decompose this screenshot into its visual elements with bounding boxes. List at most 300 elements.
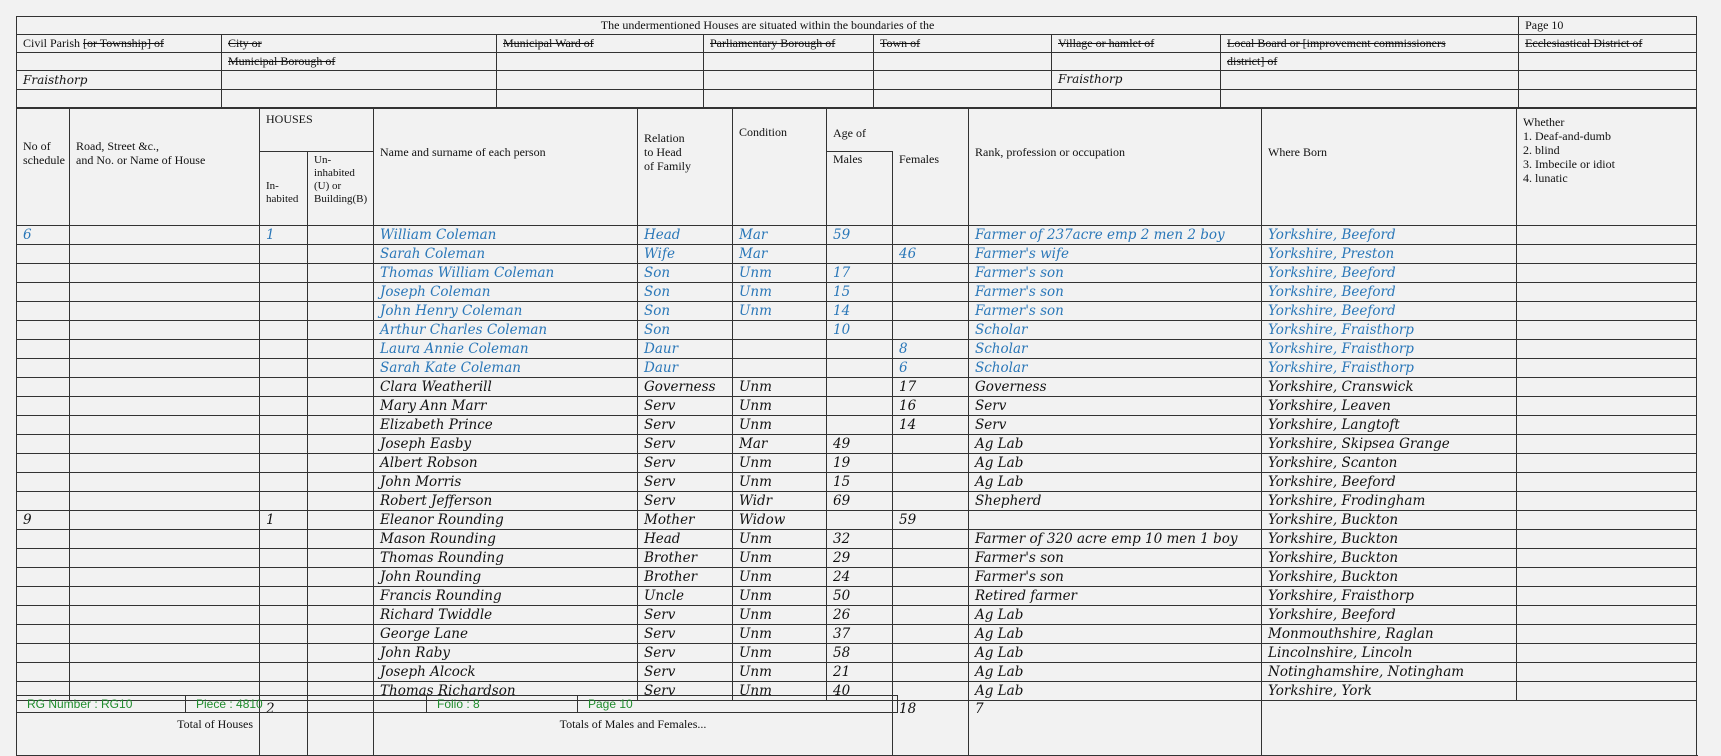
row-whether (1517, 663, 1697, 682)
row-females-age: 6 (893, 359, 969, 378)
row-occupation: Serv (969, 397, 1262, 416)
row-uninhabited (308, 568, 374, 587)
row-schedule (17, 625, 70, 644)
row-females-age (893, 473, 969, 492)
row-occupation: Farmer's son (969, 302, 1262, 321)
row-uninhabited (308, 644, 374, 663)
row-whether (1517, 606, 1697, 625)
page-number: Page 10 (578, 696, 898, 713)
row-name: George Lane (374, 625, 638, 644)
census-row (17, 530, 1697, 549)
row-males-age: 15 (827, 473, 893, 492)
row-occupation: Farmer of 237acre emp 2 men 2 boy (969, 226, 1262, 245)
row-females-age: 14 (893, 416, 969, 435)
row-relation: Serv (638, 606, 733, 625)
row-condition: Widr (733, 492, 827, 511)
row-name: John Rounding (374, 568, 638, 587)
row-name: Laura Annie Coleman (374, 340, 638, 359)
row-occupation: Ag Lab (969, 663, 1262, 682)
row-inhabited (260, 663, 308, 682)
row-condition: Unm (733, 587, 827, 606)
row-females-age (893, 302, 969, 321)
row-where-born: Yorkshire, Beeford (1262, 302, 1517, 321)
row-whether (1517, 644, 1697, 663)
row-uninhabited (308, 549, 374, 568)
row-females-age: 59 (893, 511, 969, 530)
row-condition: Unm (733, 606, 827, 625)
row-males-age (827, 378, 893, 397)
row-males-age: 32 (827, 530, 893, 549)
row-road (70, 663, 260, 682)
row-females-age (893, 606, 969, 625)
census-row (17, 644, 1697, 663)
row-condition (733, 359, 827, 378)
col-females-header: Females (893, 152, 969, 226)
census-row (17, 511, 1697, 530)
row-name: Thomas William Coleman (374, 264, 638, 283)
row-schedule (17, 530, 70, 549)
col-houses-header: HOUSES (260, 109, 374, 152)
row-occupation: Ag Lab (969, 644, 1262, 663)
row-males-age: 17 (827, 264, 893, 283)
row-where-born: Yorkshire, Fraisthorp (1262, 340, 1517, 359)
row-condition: Mar (733, 226, 827, 245)
row-inhabited (260, 397, 308, 416)
row-whether (1517, 587, 1697, 606)
row-where-born: Monmouthshire, Raglan (1262, 625, 1517, 644)
row-where-born: Yorkshire, Beeford (1262, 606, 1517, 625)
row-females-age (893, 264, 969, 283)
census-row (17, 226, 1697, 245)
city-label: City or (222, 35, 497, 53)
row-occupation: Serv (969, 416, 1262, 435)
census-row (17, 378, 1697, 397)
col-uninhabited-header: Un- inhabited (U) or Building(B) (308, 152, 374, 226)
row-whether (1517, 473, 1697, 492)
row-road (70, 644, 260, 663)
row-schedule: 9 (17, 511, 70, 530)
row-males-age (827, 397, 893, 416)
row-relation: Governess (638, 378, 733, 397)
row-occupation: Farmer's son (969, 549, 1262, 568)
row-uninhabited (308, 245, 374, 264)
row-males-age: 59 (827, 226, 893, 245)
row-schedule (17, 606, 70, 625)
row-whether (1517, 359, 1697, 378)
row-road (70, 378, 260, 397)
row-females-age: 46 (893, 245, 969, 264)
row-schedule (17, 397, 70, 416)
row-schedule (17, 568, 70, 587)
row-condition: Unm (733, 682, 827, 701)
row-occupation: Shepherd (969, 492, 1262, 511)
row-whether (1517, 378, 1697, 397)
total-females-value: 7 (969, 701, 1262, 756)
row-females-age: 17 (893, 378, 969, 397)
row-uninhabited (308, 454, 374, 473)
row-name: Joseph Easby (374, 435, 638, 454)
page-label: Page 10 (1519, 17, 1697, 35)
row-occupation: Governess (969, 378, 1262, 397)
row-uninhabited (308, 530, 374, 549)
row-inhabited (260, 492, 308, 511)
row-schedule (17, 359, 70, 378)
col-occupation-header: Rank, profession or occupation (969, 109, 1262, 226)
row-females-age (893, 435, 969, 454)
row-relation: Serv (638, 625, 733, 644)
row-whether (1517, 435, 1697, 454)
row-road (70, 416, 260, 435)
row-males-age: 37 (827, 625, 893, 644)
row-whether (1517, 397, 1697, 416)
row-females-age (893, 663, 969, 682)
local-board-label: Local Board or [improvement commissioners (1221, 35, 1519, 53)
row-uninhabited (308, 264, 374, 283)
row-condition: Widow (733, 511, 827, 530)
row-relation: Serv (638, 473, 733, 492)
census-row (17, 302, 1697, 321)
row-road (70, 264, 260, 283)
row-name: Thomas Rounding (374, 549, 638, 568)
parish-value: Fraisthorp (17, 71, 222, 90)
row-inhabited (260, 530, 308, 549)
village-label: Village or hamlet of (1052, 35, 1221, 53)
row-occupation: Ag Lab (969, 454, 1262, 473)
row-name: Robert Jefferson (374, 492, 638, 511)
row-occupation: Farmer of 320 acre emp 10 men 1 boy (969, 530, 1262, 549)
row-name: Albert Robson (374, 454, 638, 473)
row-name: Elizabeth Prince (374, 416, 638, 435)
row-occupation: Ag Lab (969, 435, 1262, 454)
row-uninhabited (308, 625, 374, 644)
row-name: John Morris (374, 473, 638, 492)
row-schedule (17, 416, 70, 435)
ecclesiastical-label: Ecclesiastical District of (1519, 35, 1697, 53)
row-uninhabited (308, 283, 374, 302)
row-condition: Mar (733, 435, 827, 454)
census-row (17, 264, 1697, 283)
row-females-age (893, 454, 969, 473)
row-whether (1517, 245, 1697, 264)
col-relation-header: Relation to Head of Family (638, 109, 733, 226)
row-road (70, 530, 260, 549)
row-occupation: Ag Lab (969, 682, 1262, 701)
row-name: Richard Twiddle (374, 606, 638, 625)
row-inhabited (260, 606, 308, 625)
row-males-age: 40 (827, 682, 893, 701)
census-row (17, 321, 1697, 340)
row-males-age: 19 (827, 454, 893, 473)
row-males-age: 49 (827, 435, 893, 454)
row-inhabited (260, 359, 308, 378)
row-occupation (969, 511, 1262, 530)
census-row (17, 416, 1697, 435)
row-name: Francis Rounding (374, 587, 638, 606)
row-name: Thomas Richardson (374, 682, 638, 701)
row-males-age: 26 (827, 606, 893, 625)
col-inhabited-header: In- habited (260, 152, 308, 226)
row-females-age (893, 283, 969, 302)
row-relation: Head (638, 226, 733, 245)
row-females-age (893, 587, 969, 606)
municipal-ward-label: Municipal Ward of (497, 35, 704, 53)
row-schedule (17, 283, 70, 302)
row-uninhabited (308, 511, 374, 530)
row-condition: Unm (733, 568, 827, 587)
row-females-age (893, 644, 969, 663)
col-whether-header: Whether 1. Deaf-and-dumb 2. blind 3. Imbecile or idiot 4. lunatic (1517, 109, 1697, 226)
row-whether (1517, 340, 1697, 359)
row-where-born: Yorkshire, Skipsea Grange (1262, 435, 1517, 454)
row-uninhabited (308, 606, 374, 625)
row-where-born: Yorkshire, York (1262, 682, 1517, 701)
row-whether (1517, 682, 1697, 701)
row-females-age: 8 (893, 340, 969, 359)
census-row (17, 492, 1697, 511)
row-inhabited (260, 644, 308, 663)
row-whether (1517, 511, 1697, 530)
row-females-age (893, 492, 969, 511)
row-name: Eleanor Rounding (374, 511, 638, 530)
row-uninhabited (308, 340, 374, 359)
col-males-header: Males (827, 152, 893, 226)
row-condition: Unm (733, 302, 827, 321)
row-inhabited (260, 587, 308, 606)
row-occupation: Farmer's son (969, 264, 1262, 283)
row-inhabited (260, 321, 308, 340)
row-relation: Mother (638, 511, 733, 530)
row-whether (1517, 625, 1697, 644)
row-name: Clara Weatherill (374, 378, 638, 397)
row-whether (1517, 530, 1697, 549)
row-uninhabited (308, 226, 374, 245)
row-name: Joseph Alcock (374, 663, 638, 682)
row-where-born: Yorkshire, Fraisthorp (1262, 321, 1517, 340)
row-road (70, 397, 260, 416)
row-females-age (893, 625, 969, 644)
row-relation: Daur (638, 340, 733, 359)
row-where-born: Yorkshire, Cranswick (1262, 378, 1517, 397)
row-males-age: 21 (827, 663, 893, 682)
row-inhabited (260, 435, 308, 454)
row-relation: Son (638, 264, 733, 283)
civil-parish-label: Civil Parish [or Township] of (17, 35, 222, 53)
row-name: Mary Ann Marr (374, 397, 638, 416)
col-condition-header: Condition (733, 109, 827, 226)
row-where-born: Yorkshire, Buckton (1262, 511, 1517, 530)
row-relation: Serv (638, 454, 733, 473)
col-name-header: Name and surname of each person (374, 109, 638, 226)
banner-text: The undermentioned Houses are situated within the boundaries of the (17, 17, 1519, 35)
census-row (17, 568, 1697, 587)
row-males-age (827, 245, 893, 264)
row-condition: Unm (733, 625, 827, 644)
row-road (70, 511, 260, 530)
row-whether (1517, 492, 1697, 511)
municipal-borough-label: Municipal Borough of (222, 53, 497, 71)
row-uninhabited (308, 397, 374, 416)
row-whether (1517, 568, 1697, 587)
row-females-age (893, 530, 969, 549)
row-inhabited (260, 264, 308, 283)
row-relation: Serv (638, 663, 733, 682)
row-relation: Wife (638, 245, 733, 264)
row-schedule (17, 264, 70, 283)
row-inhabited (260, 454, 308, 473)
row-condition: Unm (733, 663, 827, 682)
row-occupation: Scholar (969, 359, 1262, 378)
row-whether (1517, 416, 1697, 435)
row-where-born: Yorkshire, Buckton (1262, 530, 1517, 549)
census-row (17, 359, 1697, 378)
census-row (17, 663, 1697, 682)
row-where-born: Yorkshire, Buckton (1262, 568, 1517, 587)
col-age-header: Age of (827, 109, 969, 152)
row-uninhabited (308, 416, 374, 435)
row-condition: Unm (733, 416, 827, 435)
census-row (17, 454, 1697, 473)
rg-number: RG Number : RG10 (17, 696, 186, 713)
row-males-age (827, 511, 893, 530)
row-males-age: 58 (827, 644, 893, 663)
row-where-born: Notinghamshire, Notingham (1262, 663, 1517, 682)
row-name: Arthur Charles Coleman (374, 321, 638, 340)
row-uninhabited (308, 302, 374, 321)
census-row (17, 549, 1697, 568)
row-occupation: Farmer's son (969, 568, 1262, 587)
row-relation: Serv (638, 435, 733, 454)
row-uninhabited (308, 321, 374, 340)
row-name: Mason Rounding (374, 530, 638, 549)
row-road (70, 454, 260, 473)
total-houses-label: Total of Houses (17, 701, 260, 756)
row-schedule (17, 302, 70, 321)
row-name: Sarah Kate Coleman (374, 359, 638, 378)
census-row (17, 435, 1697, 454)
row-condition: Unm (733, 264, 827, 283)
census-row (17, 340, 1697, 359)
row-males-age: 69 (827, 492, 893, 511)
row-relation: Uncle (638, 587, 733, 606)
row-occupation: Ag Lab (969, 473, 1262, 492)
row-uninhabited (308, 587, 374, 606)
row-condition (733, 340, 827, 359)
row-females-age (893, 226, 969, 245)
row-males-age: 24 (827, 568, 893, 587)
row-road (70, 302, 260, 321)
row-road (70, 359, 260, 378)
row-whether (1517, 454, 1697, 473)
row-whether (1517, 264, 1697, 283)
row-males-age: 29 (827, 549, 893, 568)
row-where-born: Lincolnshire, Lincoln (1262, 644, 1517, 663)
row-whether (1517, 549, 1697, 568)
row-condition: Unm (733, 283, 827, 302)
row-schedule (17, 378, 70, 397)
row-condition (733, 321, 827, 340)
row-schedule (17, 473, 70, 492)
row-males-age: 15 (827, 283, 893, 302)
row-males-age: 14 (827, 302, 893, 321)
census-row (17, 397, 1697, 416)
row-inhabited (260, 473, 308, 492)
row-where-born: Yorkshire, Fraisthorp (1262, 359, 1517, 378)
row-where-born: Yorkshire, Frodingham (1262, 492, 1517, 511)
census-sheet (16, 16, 1696, 756)
row-where-born: Yorkshire, Buckton (1262, 549, 1517, 568)
row-inhabited (260, 625, 308, 644)
row-whether (1517, 283, 1697, 302)
row-relation: Serv (638, 682, 733, 701)
piece-number: Piece : 4810 (186, 696, 427, 713)
row-condition: Unm (733, 397, 827, 416)
row-inhabited (260, 549, 308, 568)
row-where-born: Yorkshire, Leaven (1262, 397, 1517, 416)
row-name: William Coleman (374, 226, 638, 245)
row-occupation: Ag Lab (969, 625, 1262, 644)
row-road (70, 606, 260, 625)
row-road (70, 568, 260, 587)
row-where-born: Yorkshire, Langtoft (1262, 416, 1517, 435)
row-condition: Mar (733, 245, 827, 264)
row-road (70, 226, 260, 245)
census-table (16, 108, 1697, 756)
row-condition: Unm (733, 378, 827, 397)
row-relation: Brother (638, 568, 733, 587)
row-schedule (17, 587, 70, 606)
row-name: Joseph Coleman (374, 283, 638, 302)
row-condition: Unm (733, 549, 827, 568)
row-schedule (17, 340, 70, 359)
row-road (70, 340, 260, 359)
row-uninhabited (308, 473, 374, 492)
row-inhabited (260, 302, 308, 321)
row-inhabited (260, 340, 308, 359)
row-name: John Henry Coleman (374, 302, 638, 321)
row-where-born: Yorkshire, Beeford (1262, 473, 1517, 492)
row-inhabited (260, 416, 308, 435)
row-where-born: Yorkshire, Fraisthorp (1262, 587, 1517, 606)
row-inhabited (260, 378, 308, 397)
row-condition: Unm (733, 530, 827, 549)
row-uninhabited (308, 359, 374, 378)
row-schedule (17, 492, 70, 511)
row-road (70, 321, 260, 340)
total-houses-value: 2 (260, 701, 308, 756)
census-row (17, 245, 1697, 264)
row-inhabited (260, 245, 308, 264)
folio-number: Folio : 8 (427, 696, 578, 713)
row-females-age (893, 321, 969, 340)
row-condition: Unm (733, 644, 827, 663)
row-schedule (17, 549, 70, 568)
row-females-age (893, 682, 969, 701)
row-schedule (17, 245, 70, 264)
reference-footer (16, 695, 898, 713)
row-inhabited (260, 283, 308, 302)
row-road (70, 625, 260, 644)
row-occupation: Scholar (969, 340, 1262, 359)
col-where-born-header: Where Born (1262, 109, 1517, 226)
row-occupation: Retired farmer (969, 587, 1262, 606)
row-relation: Serv (638, 416, 733, 435)
row-schedule: 6 (17, 226, 70, 245)
census-row (17, 473, 1697, 492)
row-schedule (17, 454, 70, 473)
row-road (70, 245, 260, 264)
row-road (70, 473, 260, 492)
row-condition: Unm (733, 454, 827, 473)
